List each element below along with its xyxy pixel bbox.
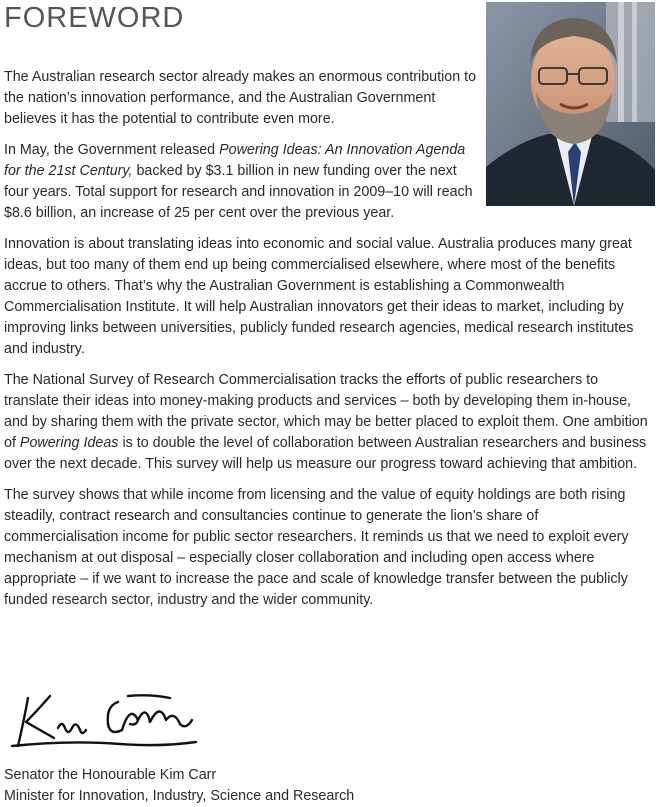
paragraph-text: The survey shows that while income from licensing and the value of equity holdings are both rising steadily, contract research and consultancies continue to generate the lion’s share of commercialisation income for public sector researchers. It reminds us that we need to exploit every mechanism at out disposal – especially closer collaboration and including open access where appropriate – if we want to increase the pace and scale of knowledge transfer between the publicly funded research sector, industry and the wider community.	[4, 487, 629, 608]
paragraph-4	[4, 370, 656, 475]
italic-text: Powering Ideas: An Innovation Agenda for the 21st Century,	[4, 142, 466, 179]
signature-image	[10, 690, 200, 752]
paragraph-text: Innovation is about translating ideas into economic and social value. Australia produces many great ideas, but too many of them end up being commercialised elsewhere, where most of the benefits accrue to others. That’s why the Australian Government is establishing a Commonwealth Commercialisation Institute. It will help Australian innovators get their ideas to market, including by improving links between universities, publicly funded research agencies, medical research institutes and industry.	[4, 236, 634, 357]
page-title: FOREWORD	[4, 2, 185, 34]
paragraph-2	[4, 140, 478, 224]
paragraph-text: The Australian research sector already makes an enormous contribution to the nation’s innovation performance, and the Australian Government believes it has the potential to contribute even more.	[4, 69, 477, 127]
paragraph-5	[4, 485, 656, 611]
paragraph-text: backed by $3.1 billion in new funding over the next four years. Total support for research and innovation in 2009–10 will reach $8.6 billion, an increase of 25 per cent over the previous year.	[4, 163, 473, 221]
paragraph-text: In May, the Government released	[4, 142, 220, 158]
signer-role: Minister for Innovation, Industry, Science and Research	[4, 788, 355, 804]
foreword-body	[4, 67, 656, 621]
paragraph-3	[4, 234, 656, 360]
paragraph-1	[4, 67, 478, 130]
paragraph-text: is to double the level of collaboration between Australian researchers and business over the next decade. This survey will help us measure our progress toward achieving that ambition.	[4, 435, 647, 472]
paragraph-text: The National Survey of Research Commercialisation tracks the efforts of public researchers to translate their ideas into money-making products and services – both by developing them in-house, and by sharing them with the private sector, which may be better placed to exploit them. One ambition of	[4, 372, 648, 451]
italic-text: Powering Ideas	[19, 435, 119, 451]
signer-name: Senator the Honourable Kim Carr	[4, 767, 217, 783]
